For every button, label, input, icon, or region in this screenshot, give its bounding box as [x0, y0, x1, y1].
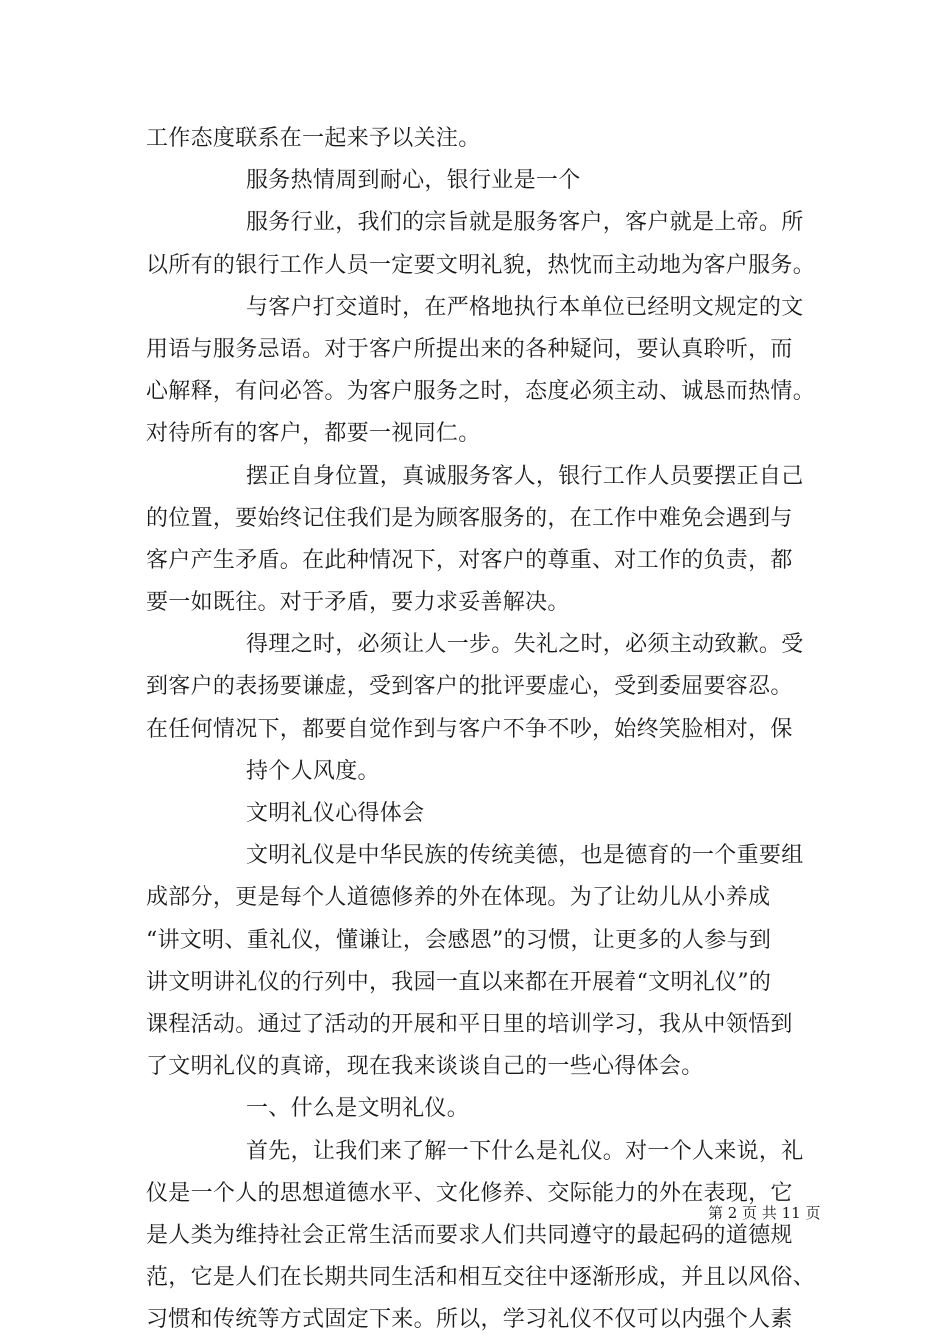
page-number-footer: 第 2 页 共 11 页 — [708, 1204, 821, 1222]
text-line: 服务热情周到耐心，银行业是一个 — [246, 168, 581, 194]
text-line: 持个人风度。 — [246, 758, 380, 784]
text-line: “讲文明、重礼仪，懂谦让，会感恩”的习惯，让更多的人参与到 — [146, 927, 772, 953]
text-line: 文明礼仪心得体会 — [246, 801, 425, 826]
text-line: 在任何情况下，都要自觉作到与客户不争不吵，始终笑脸相对，保 — [146, 716, 793, 742]
text-line: 工作态度联系在一起来予以关注。 — [146, 126, 481, 151]
text-line: 范，它是人们在长期共同生活和相互交往中逐渐形成，并且以风俗、 — [146, 1265, 816, 1291]
text-line: 首先，让我们来了解一下什么是礼仪。对一个人来说，礼 — [246, 1138, 804, 1164]
text-line: 与客户打交道时，在严格地执行本单位已经明文规定的文 — [246, 294, 804, 320]
text-line: 成部分，更是每个人道德修养的外在体现。为了让幼儿从小养成 — [146, 885, 771, 911]
text-line: 仪是一个人的思想道德水平、文化修养、交际能力的外在表现，它 — [146, 1180, 793, 1206]
text-line: 课程活动。通过了活动的开展和平日里的培训学习，我从中领悟到 — [146, 1011, 793, 1037]
text-line: 一、什么是文明礼仪。 — [246, 1096, 470, 1122]
text-line: 对待所有的客户，都要一视同仁。 — [146, 421, 481, 447]
text-line: 用语与服务忌语。对于客户所提出来的各种疑问，要认真聆听，而 — [146, 336, 793, 362]
text-line: 到客户的表扬要谦虚，受到客户的批评要虚心，受到委屈要容忍。 — [146, 674, 793, 700]
text-line: 得理之时，必须让人一步。失礼之时，必须主动致歉。受 — [246, 632, 804, 658]
text-line: 客户产生矛盾。在此种情况下，对客户的尊重、对工作的负责，都 — [146, 547, 793, 573]
text-line: 要一如既往。对于矛盾，要力求妥善解决。 — [146, 590, 570, 616]
text-line: 心解释，有问必答。为客户服务之时，态度必须主动、诚恳而热情。 — [146, 379, 816, 405]
text-line: 摆正自身位置，真诚服务客人，银行工作人员要摆正自己 — [246, 463, 804, 489]
text-line: 是人类为维持社会正常生活而要求人们共同遵守的最起码的道德规 — [146, 1222, 793, 1248]
text-line: 文明礼仪是中华民族的传统美德，也是德育的一个重要组 — [246, 843, 804, 869]
text-line: 讲文明讲礼仪的行列中，我园一直以来都在开展着“文明礼仪”的 — [146, 969, 772, 995]
text-line: 习惯和传统等方式固定下来。所以，学习礼仪不仅可以内强个人素 — [146, 1307, 793, 1333]
text-line: 以所有的银行工作人员一定要文明礼貌，热忱而主动地为客户服务。 — [146, 252, 816, 278]
text-line: 的位置，要始终记住我们是为顾客服务的，在工作中难免会遇到与 — [146, 505, 793, 531]
body-text — [146, 118, 826, 1341]
text-line: 了文明礼仪的真谛，现在我来谈谈自己的一些心得体会。 — [146, 1054, 704, 1080]
text-line: 服务行业，我们的宗旨就是服务客户，客户就是上帝。所 — [246, 210, 804, 236]
